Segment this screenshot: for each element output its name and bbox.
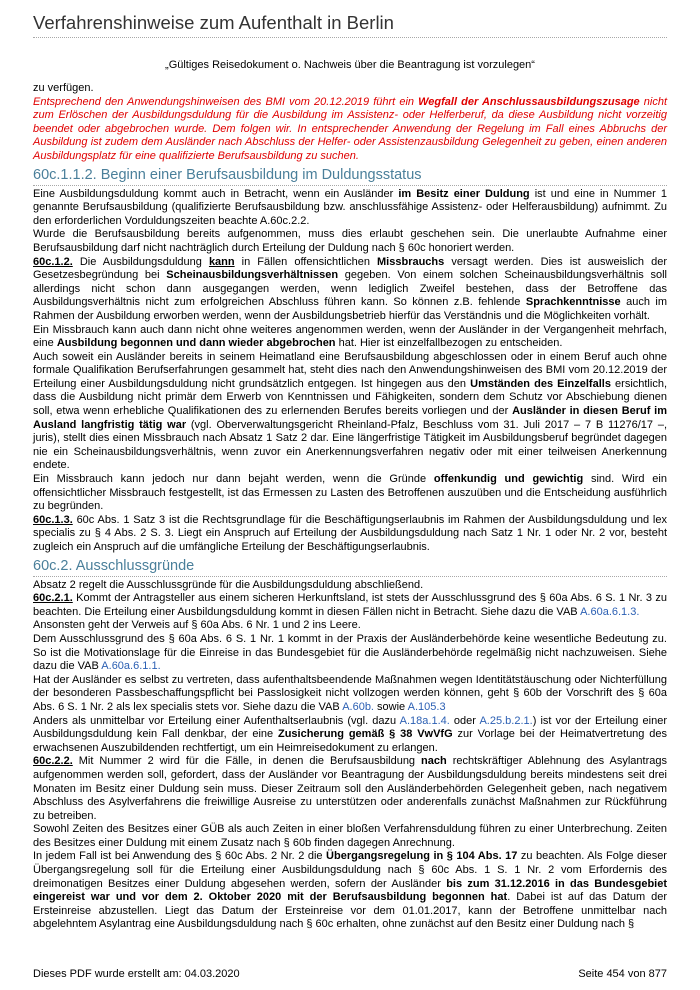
paragraph: Wurde die Berufsausbildung bereits aufgenommen, muss dies erlaubt geschehen sein. Die unerlaubte Aufnahme einer Berufsausbildung darf nicht nachträglich durch Erteilung der Duldung nach § 60c honoriert werden. bbox=[33, 228, 667, 254]
document-body bbox=[33, 82, 667, 932]
footer-page-number: Seite 454 von 877 bbox=[578, 968, 667, 980]
document-page bbox=[33, 0, 667, 932]
vab-link-a18a14[interactable]: A.18a.1.4. bbox=[399, 714, 450, 727]
section-heading-60c-1-1-2: 60c.1.1.2. Beginn einer Berufsausbildung im Duldungsstatus bbox=[33, 166, 667, 186]
vab-link-a25b21[interactable]: A.25.b.2.1. bbox=[479, 714, 533, 727]
paragraph: Sowohl Zeiten des Besitzes einer GÜB als auch Zeiten in einer bloßen Verfahrensduldung führen zu einer Unterbrechung. Zeiten des Besitzes einer Duldung mit einem Zusatz nach § 60b finden dagegen Anrechnung. bbox=[33, 823, 667, 849]
page-title: Verfahrenshinweise zum Aufenthalt in Berlin bbox=[33, 12, 394, 33]
vab-link-a1053[interactable]: A.105.3 bbox=[407, 700, 446, 713]
paragraph: Ein Missbrauch kann jedoch nur dann bejaht werden, wenn die Gründe offenkundig und gewichtig sind. Wird ein offensichtlicher Missbrauch festgestellt, ist das Ermessen zu Lasten des Betroffenen auszuüben und die Entscheidung ausführlich zu begründen. bbox=[33, 473, 667, 513]
intro-red-paragraph: Entsprechend den Anwendungshinweisen des BMI vom 20.12.2019 führt ein Wegfall der Anschlussausbildungszusage nicht zum Erlöschen der Ausbildungsduldung für die Ausbildung im Assistenz- oder Helferberuf, da diese Ausbildung nicht vorzeitig beendet oder abgebrochen wurde. Dem folgen wir. In entsprechender Anwendung der Regelung im Fall eines Abbruchs der Ausbildung ist zudem dem Ausländer nach Abschluss der Helfer- oder Assistenzausbildung Gelegenheit zu geben, einen anderen Ausbildungsplatz für eine qualifizierte Berufsausbildung zu suchen. bbox=[33, 95, 668, 162]
page-footer bbox=[33, 967, 667, 981]
intro-line: zu verfügen. bbox=[33, 82, 94, 94]
paragraph: Absatz 2 regelt die Ausschlussgründe für die Ausbildungsduldung abschließend. bbox=[33, 578, 424, 591]
footer-created-date: Dieses PDF wurde erstellt am: 04.03.2020 bbox=[33, 968, 240, 980]
vab-link-a60a613[interactable]: A.60a.6.1.3. bbox=[580, 605, 640, 618]
paragraph: Anders als unmittelbar vor Erteilung einer Aufenthaltserlaubnis (vgl. dazu A.18a.1.4. oder A.25.b.2.1.) ist vor der Erteilung einer Ausbildungsduldung kein Fall denkbar, der eine Zusicherung gemäß § 38 VwVfG zur Vorlage bei der Heimatvertretung des erwachsenen Auszubildenden rechtfertigt, um ein Heimreisedokument zu erlangen. bbox=[33, 714, 667, 754]
paragraph: Ein Missbrauch kann auch dann nicht ohne weiteres angenommen werden, wenn der Ausländer in der Vergangenheit mehrfach, eine Ausbildung begonnen und dann wieder abgebrochen hat. Hier ist einzelfallbezogen zu entscheiden. bbox=[33, 323, 667, 350]
title-divider bbox=[33, 37, 667, 38]
vab-link-a60b[interactable]: A.60b. bbox=[342, 700, 374, 713]
paragraph: 60c.1.2. Die Ausbildungsduldung kann in Fällen offensichtlichen Missbrauchs versagt werden. Dies ist ausweislich der Gesetzesbegründung bei Scheinausbildungsverhältnissen gegeben. Von einem solchen Scheinausbildungsverhältnis soll allerdings nicht schon dann ausgegangen werden, wenn lediglich Zweifel bestehen, dass der Betroffene das Ausbildungsverhältnis nicht zum erfolgreichen Abschluss führen kann. So können z.B. fehlende Sprachkenntnisse auch im Rahmen der Ausbildung erworben werden, wenn der Ausbildungsbetrieb hierfür das Verständnis und die Möglichkeiten vorhält. bbox=[33, 255, 667, 322]
quote-line: „Gültiges Reisedokument o. Nachweis über die Beantragung ist vorzulegen“ bbox=[165, 59, 535, 71]
paragraph: Eine Ausbildungsduldung kommt auch in Betracht, wenn ein Ausländer im Besitz einer Duldung ist und eine in Nummer 1 genannte Berufsausbildung (qualifizierte Berufsausbildung bzw. anschlussfähige Assistenz- oder Helferausbildung) aufnimmt. Zu den erforderlichen Vorduldungszeiten beachte A.60c.2.2. bbox=[33, 187, 667, 227]
paragraph: Ansonsten geht der Verweis auf § 60a Abs. 6 Nr. 1 und 2 ins Leere. bbox=[33, 619, 361, 632]
paragraph: Auch soweit ein Ausländer bereits in seinem Heimatland eine Berufsausbildung abgeschlossen oder in einem Beruf auch ohne formale Qualifikation Berufserfahrungen gesammelt hat, steht dies nach den Anwendungshinweisen des BMI vom 20.12.2019 der Erteilung einer Ausbildungsduldung nicht grundsätzlich entgegen. Ist hingegen aus den Umständen des Einzelfalls ersichtlich, dass die Ausbildung nicht primär dem Erwerb von Kenntnissen und Fähigkeiten, sondern dem Schutz vor Abschiebung dienen soll, etwa wenn erhebliche Qualifikationen des zu erlernenden Berufes bereits vorliegen und der Ausländer in diesen Beruf im Ausland langfristig tätig war (vgl. Oberverwaltungsgericht Rheinland-Pfalz, Beschluss vom 31. Juli 2017 – 7 B 11276/17 –, juris), stellt dies einen Missbrauch nach Absatz 1 Satz 2 dar. Eine längerfristige Tätigkeit im Ausbildungsberuf begründet dagegen nie ein Scheinausbildungsverhältnis, wenn zuvor ein Anerkennungsverfahren negativ oder mit einer teilweisen Anerkennung endete. bbox=[33, 350, 667, 472]
section-heading-60c-2: 60c.2. Ausschlussgründe bbox=[33, 557, 667, 577]
vab-link-a60a611[interactable]: A.60a.6.1.1. bbox=[101, 660, 161, 673]
paragraph: In jedem Fall ist bei Anwendung des § 60c Abs. 2 Nr. 2 die Übergangsregelung in § 104 Abs. 17 zu beachten. Als Folge dieser Übergangsregelung soll für die Erteilung einer Ausbildungsduldung nach § 60c Abs. 1 S. 1 Nr. 2 vom Erfordernis des dreimonatigen Besitzes einer Duldung abgesehen werden, sofern der Ausländer bis zum 31.12.2016 in das Bundesgebiet eingereist war und vor dem 2. Oktober 2020 mit der Berufsausbildung begonnen hat. Dabei ist auf das Datum der Ersteinreise abzustellen. Liegt das Datum der Ersteinreise vor dem 01.01.2017, kann der Betroffene unmittelbar nach abgelehntem Asylantrag eine Ausbildungsduldung nach § 60c erhalten, ohne zunächst auf den Besitz einer Duldung nach § bbox=[33, 850, 668, 931]
paragraph: 60c.1.3. 60c Abs. 1 Satz 3 ist die Rechtsgrundlage für die Beschäftigungserlaubnis im Rahmen der Ausbildungsduldung und lex specialis zu § 4 Abs. 2 S. 3. Liegt ein Anspruch auf Erteilung der Ausbildungsduldung nach Satz 1 Nr. 1 oder Nr. 2 vor, besteht zugleich ein Anspruch auf die umfängliche Erteilung der Beschäftigungserlaubnis. bbox=[33, 513, 667, 553]
paragraph: Hat der Ausländer es selbst zu vertreten, dass aufenthaltsbeendende Maßnahmen wegen Identitätstäuschung oder Nichterfüllung der besonderen Passbeschaffungspflicht bei Passlosigkeit nicht vollzogen werden können, geht § 60b der Vorschrift des § 60a Abs. 6 S. 1 Nr. 2 als lex specialis stets vor. Siehe dazu die VAB A.60b. sowie A.105.3 bbox=[33, 673, 667, 713]
paragraph: 60c.2.1. Kommt der Antragsteller aus einem sicheren Herkunftsland, ist stets der Ausschlussgrund des § 60a Abs. 6 S. 1 Nr. 3 zu beachten. Die Erteilung einer Ausbildungsduldung kommt in diesen Fällen nicht in Betracht. Siehe dazu die VAB A.60a.6.1.3. bbox=[33, 592, 667, 618]
paragraph: 60c.2.2. Mit Nummer 2 wird für die Fälle, in denen die Berufsausbildung nach rechtskräftiger Ablehnung des Asylantrags aufgenommen werden soll, gefordert, dass der Ausländer vor Beantragung der Ausbildungsduldung bereits mindestens seit drei Monaten im Besitz einer Duldung sein muss. Dieser Zeitraum soll den Ausländerbehörden Gelegenheit geben, nach negativem Abschluss des Asylverfahrens die freiwillige Ausreise zu unterstützen oder anderenfalls zunächst Maßnahmen zur Rückführung zu betreiben. bbox=[33, 755, 667, 822]
paragraph: Dem Ausschlussgrund des § 60a Abs. 6 S. 1 Nr. 1 kommt in der Praxis der Ausländerbehörde keine wesentliche Bedeutung zu. So ist die Motivationslage für die Einreise in das Bundesgebiet für die Ausländerbehörde regelmäßig nicht nachzuweisen. Siehe dazu die VAB A.60a.6.1.1. bbox=[33, 632, 667, 673]
